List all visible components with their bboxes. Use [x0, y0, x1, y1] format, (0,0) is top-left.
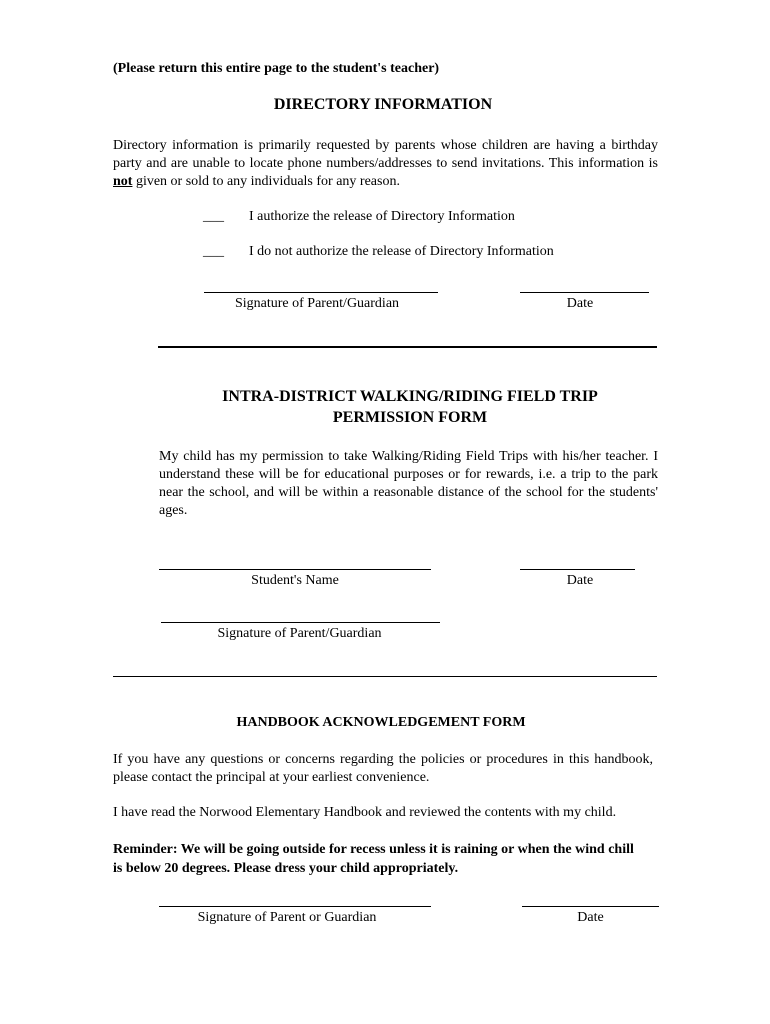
directory-para-pre: Directory information is primarily requested by parents whose children are having a birthday party and are unable to locate phone numbers/addresses to send invitations. This information is [113, 138, 658, 171]
not-authorize-checkbox-blank[interactable]: ___ [203, 244, 224, 259]
directory-paragraph [113, 137, 658, 191]
handbook-reminder: Reminder: We will be going outside for recess unless it is raining or when the wind chill is below 20 degrees. Please dress your child appropriately. [113, 842, 634, 876]
field-trip-title [160, 386, 660, 428]
directory-title: DIRECTORY INFORMATION [273, 96, 493, 113]
handbook-paragraph-1: If you have any questions or concerns regarding the policies or procedures in this handbook, please contact the principal at your earliest convenience. [113, 752, 653, 785]
directory-date-label: Date [566, 296, 594, 311]
field-trip-date-label: Date [566, 573, 594, 588]
authorize-checkbox-blank[interactable]: ___ [203, 209, 224, 224]
directory-signature-label: Signature of Parent/Guardian [234, 296, 400, 311]
directory-signature-line[interactable] [204, 292, 438, 293]
field-trip-title-line2: PERMISSION FORM [332, 409, 488, 426]
authorize-label: I authorize the release of Directory Information [249, 209, 515, 224]
field-trip-signature-label: Signature of Parent/Guardian [217, 626, 382, 641]
handbook-title: HANDBOOK ACKNOWLEDGEMENT FORM [236, 715, 526, 730]
field-trip-title-line1: INTRA-DISTRICT WALKING/RIDING FIELD TRIP [222, 388, 598, 405]
field-trip-signature-line[interactable] [161, 622, 440, 623]
field-trip-paragraph: My child has my permission to take Walking/Riding Field Trips with his/her teacher. I understand these will be for educational purposes or for rewards, i.e. a trip to the park near the school, and will be within a reasonable distance of the school for the students' ages. [159, 449, 658, 518]
student-name-line[interactable] [159, 569, 431, 570]
section-divider-1 [158, 346, 657, 348]
handbook-date-label: Date [577, 910, 604, 925]
field-trip-date-line[interactable] [520, 569, 635, 570]
directory-date-line[interactable] [520, 292, 649, 293]
directory-para-post: given or sold to any individuals for any reason. [132, 174, 400, 189]
student-name-label: Student's Name [251, 573, 339, 588]
handbook-signature-line[interactable] [159, 906, 431, 907]
directory-para-emph: not [113, 174, 133, 189]
header-note: (Please return this entire page to the student's teacher) [113, 61, 440, 76]
handbook-paragraph-2: I have read the Norwood Elementary Handbook and reviewed the contents with my child. [113, 805, 617, 820]
not-authorize-label: I do not authorize the release of Directory Information [249, 244, 554, 259]
section-divider-2 [113, 676, 657, 677]
handbook-date-line[interactable] [522, 906, 659, 907]
handbook-signature-label: Signature of Parent or Guardian [197, 910, 377, 925]
